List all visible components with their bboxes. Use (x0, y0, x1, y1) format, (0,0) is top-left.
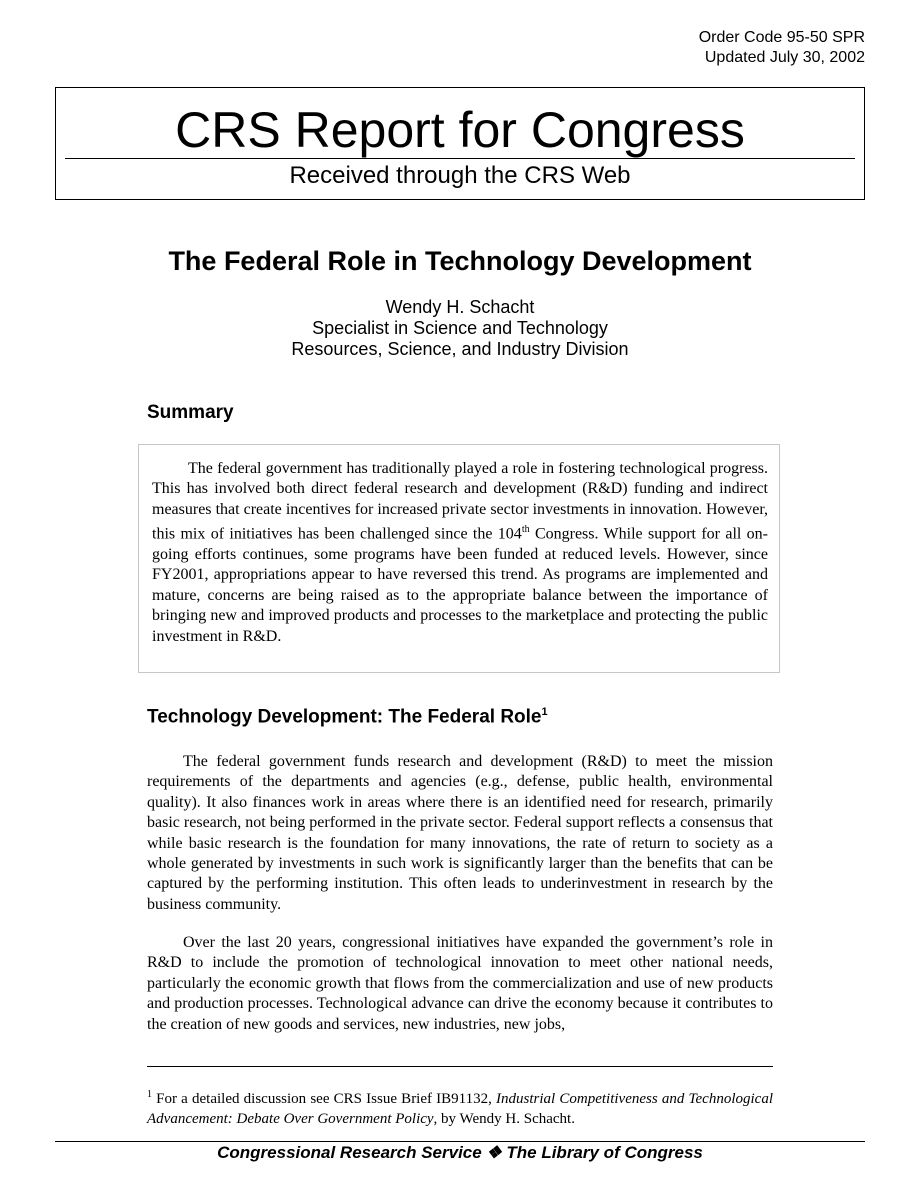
footnote-cited-title: Industrial Competitiveness and Technological Advancement: Debate Over Government Policy (147, 1091, 773, 1127)
summary-box (138, 444, 780, 673)
section-heading (147, 706, 548, 728)
author-position: Specialist in Science and Technology (312, 318, 608, 338)
footnote-mark: 1 (147, 1089, 152, 1100)
banner-subtitle: Received through the CRS Web (289, 162, 631, 189)
section-heading-text: Technology Development: The Federal Role (147, 706, 542, 728)
footnote (147, 1085, 773, 1129)
author-division: Resources, Science, and Industry Division (291, 339, 629, 359)
summary-text-part: Congress. While support for all on-going efforts continues, some programs have been funded at reduced levels. However, since FY2001, appropriations appear to have reversed this trend. As programs are implemented and mature, concerns are being raised as to the appropriate balance between the importance of bringing new and improved products and processes to the marketplace and protecting the public investment in R&D. (152, 525, 769, 645)
footnote-reference[interactable]: 1 (541, 706, 548, 718)
author-block (0, 297, 920, 360)
footnote-text: For a detailed discussion see CRS Issue Brief IB91132, (152, 1091, 497, 1107)
footnote-divider (147, 1066, 773, 1067)
crs-banner (55, 87, 865, 200)
footnote-text: , by Wendy H. Schacht. (433, 1111, 575, 1127)
author-name: Wendy H. Schacht (385, 297, 535, 317)
summary-text-part: The federal government has traditionally played a role in fostering technological progress. This has involved both direct federal research and development (R&D) funding and indirect measures that create incentives for increased private sector investments in innovation. However, this mix of initiatives has been challenged since the 104 (152, 460, 768, 543)
summary-superscript: th (521, 524, 530, 536)
banner-title: CRS Report for Congress (175, 102, 745, 158)
document-title: The Federal Role in Technology Development (168, 246, 752, 276)
summary-text (152, 459, 768, 647)
updated-date: Updated July 30, 2002 (704, 49, 865, 66)
banner-divider (65, 158, 855, 159)
body-paragraph: The federal government funds research and development (R&D) to meet the mission requirements of the departments and agencies (e.g., defense, public health, environmental quality). It also finances work in areas where there is an identified need for research, primarily basic research, not being performed in the private sector. Federal support reflects a consensus that while basic research is the foundation for many innovations, the rate of return to society as a whole generated by investments in such work is significantly larger than the benefits that can be captured by the performing institution. This often leads to underinvestment in research by the business community. (147, 753, 773, 913)
footer-divider (55, 1141, 865, 1142)
order-code: Order Code 95-50 SPR (698, 29, 865, 46)
summary-heading: Summary (147, 402, 234, 423)
body-paragraph: Over the last 20 years, congressional initiatives have expanded the government’s role in R&D to include the promotion of technological innovation to meet other national needs, particularly the economic growth that flows from the commercialization and use of new products and production processes. Technological advance can drive the economy because it contributes to the creation of new goods and services, new industries, new jobs, (147, 934, 773, 1033)
page-footer: Congressional Research Service ❖ The Library of Congress (217, 1143, 703, 1162)
order-code-block (699, 28, 865, 68)
